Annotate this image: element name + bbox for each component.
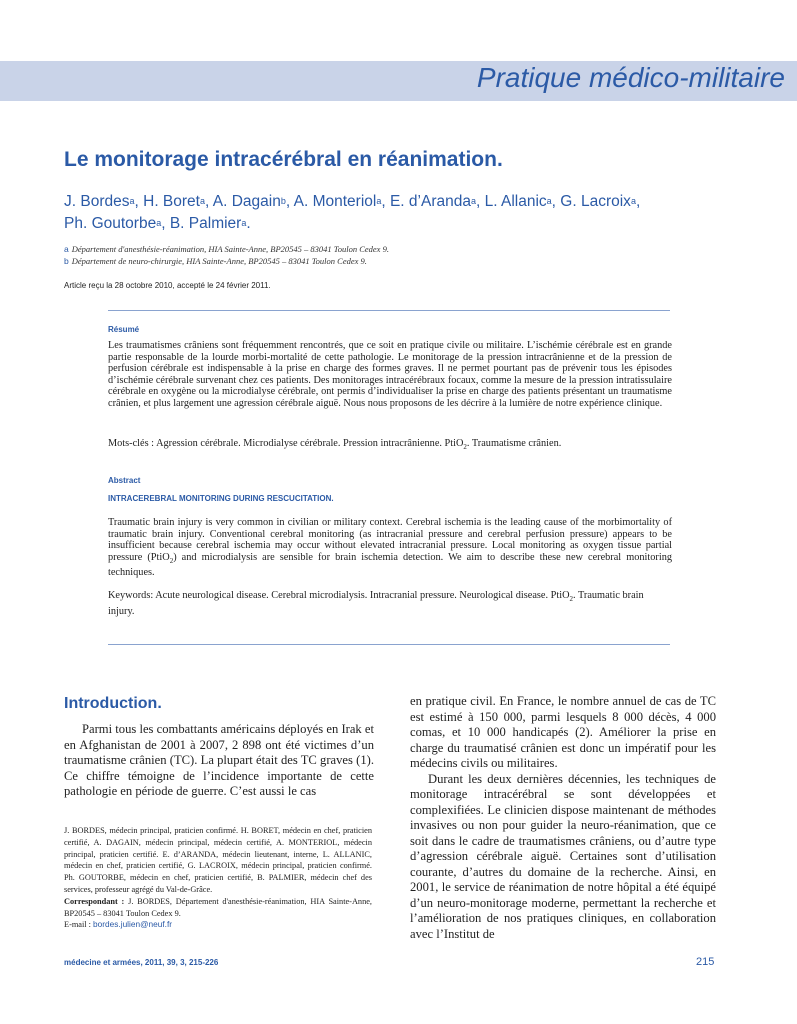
email-link[interactable]: bordes.julien@neuf.fr <box>93 919 173 930</box>
abstract-body: Traumatic brain injury is very common in civilian or military context. Cerebral ischemia is the leading cause of the morbimortality of traumatic brain injury. Conventional cerebral monitoring (as intracranial pressure and cerebral perfusion pressure) appears to be insufficient because cerebral ischemia may occur without elevated intracranial pressure. Local monitoring as oxygen tissue partial pressure (PtiO <box>108 517 672 563</box>
author-affiliation-mark: a <box>129 196 135 206</box>
affiliation-letter: a <box>64 244 69 254</box>
keywords-subscript: 2 <box>569 595 574 604</box>
keywords-end: . Traumatisme crânien. <box>466 438 562 449</box>
author-affiliation-mark: a <box>241 218 247 228</box>
resume-text: Les traumatismes crâniens sont fréquemment rencontrés, que ce soit en pratique civile ou militaire. L’ischémie cérébrale est en grande partie responsable de la lourde morbi-mortalité de cette pathologie. Le monitorage de la pression intracrânienne et de la pression de perfusion cérébrale est indispensable à la prise en charge des formes graves. Il ne permet pourtant pas de prévenir tous les épisodes d’ischémie cérébrale survenant chez ces patients. Des monitorages intracérébraux focaux, comme la mesure de la pression intratissulaire cérébrale en oxygène ou la microdialyse cérébrale, ont permis d’individualiser la prise en charge des patients présentant un traumatisme crânien, et plus largement une agression cérébrale aiguë. Nous nous proposons de les décrire à la lumière de notre expérience clinique. <box>108 340 672 409</box>
affiliation-text: Département de neuro-chirurgie, HIA Sainte-Anne, BP20545 – 83041 Toulon Cedex 9. <box>71 256 367 266</box>
keywords-label: Keywords: <box>108 590 154 601</box>
abstract-subscript: 2 <box>169 556 174 565</box>
correspondant-label: Correspondant : <box>64 896 125 906</box>
author-separator: , <box>381 193 390 210</box>
author-separator: , <box>285 193 294 210</box>
author-separator: , <box>161 215 170 232</box>
author-separator: , <box>134 193 144 210</box>
correspondant-text: J. BORDES, Département d'anesthésie-réanimation, HIA Sainte-Anne, BP20545 – 83041 Toulon Cedex 9. <box>64 896 372 918</box>
author-affiliation-mark: a <box>376 196 382 206</box>
author-footnote <box>64 825 372 931</box>
footnote-correspondant <box>64 896 372 920</box>
intro-paragraph: Durant les deux dernières décennies, les techniques de monitorage intracérébral se sont développées et complexifiées. Le clinicien dispose maintenant de méthodes invasives ou non pour guider la neuro-réanimation, que ce soit dans le cadre de traumatismes crâniens, ou d’autre type d’agression cérébrale aiguë. Certaines sont d’utilisation courante, d’autres du domaine de la recherche. Ainsi, en 2001, le service de réanimation de notre hôpital a été équipé d’un neuro-monitorage moderne, permettant la recherche et l’amélioration de nos pratiques cliniques, en collaboration avec l’Institut de <box>410 771 716 941</box>
author-affiliation-mark: a <box>630 196 636 206</box>
author-separator: , <box>475 193 485 210</box>
affiliation-text: Département d'anesthésie-réanimation, HIA Sainte-Anne, BP20545 – 83041 Toulon Cedex 9. <box>71 244 389 254</box>
author-separator: . <box>246 215 251 232</box>
author-affiliation-mark: a <box>546 196 552 206</box>
journal-citation: médecine et armées, 2011, 39, 3, 215-226 <box>64 958 219 967</box>
author-name: J. Bordes <box>64 193 130 210</box>
affiliation-letter: b <box>64 256 69 266</box>
abstract-body-end: ) and microdialysis are sensible for brain ischemia detection. We aim to describe these new cerebral monitoring techniques. <box>108 551 672 579</box>
author-name: A. Monteriol <box>293 193 377 210</box>
keywords-text: Acute neurological disease. Cerebral microdialysis. Intracranial pressure. Neurological disease. PtiO <box>155 590 570 601</box>
intro-column-right <box>410 694 716 942</box>
footnote-authors: J. BORDES, médecin principal, praticien confirmé. H. BORET, médecin en chef, praticien certifié, A. DAGAIN, médecin principal, médecin certifié, A. MONTERIOL, médecin principal, praticien certifié. E. d’ARANDA, médecin lieutenant, interne, L. ALLANIC, médecin en chef, praticien certifié, G. LACROIX, médecin principal, praticien confirmé. Ph. GOUTORBE, médecin en chef, praticien certifié, B. PALMIER, médecin chef des services, professeur agrégé du Val-de-Grâce. <box>64 826 372 894</box>
author-name: A. Dagain <box>212 193 281 210</box>
intro-column-left <box>64 722 374 800</box>
author-affiliation-mark: a <box>199 196 205 206</box>
affiliation-b <box>64 256 367 266</box>
abstract-keywords <box>108 590 672 617</box>
author-affiliation-mark: b <box>280 196 286 206</box>
page-number: 215 <box>696 956 715 968</box>
author-name: G. Lacroix <box>560 193 631 210</box>
introduction-heading: Introduction. <box>64 695 162 712</box>
divider-top <box>108 310 670 311</box>
author-list <box>64 191 744 235</box>
intro-paragraph: en pratique civil. En France, le nombre annuel de cas de TC est estimé à 150 000, parmi lesquels 8 000 décès, 4 000 comas, et 10 000 handicapés (2). Améliorer la prise en charge du traumatisé crânien est donc un impératif pour les médecins civils ou militaires. <box>410 694 716 770</box>
received-date: Article reçu la 28 octobre 2010, accepté le 24 février 2011. <box>64 281 271 290</box>
keywords-subscript: 2 <box>463 443 467 452</box>
keywords-text: Agression cérébrale. Microdialyse cérébrale. Pression intracrânienne. PtiO <box>156 438 464 449</box>
resume-keywords <box>108 438 672 454</box>
divider-bottom <box>108 644 670 645</box>
resume-heading: Résumé <box>108 325 140 334</box>
author-affiliation-mark: a <box>156 218 162 228</box>
keywords-label: Mots-clés : <box>108 438 155 449</box>
author-separator: , <box>635 193 641 210</box>
keywords-end: . Traumatic brain injury. <box>108 590 644 617</box>
affiliation-a <box>64 244 389 254</box>
author-name: H. Boret <box>143 193 200 210</box>
author-separator: , <box>551 193 561 210</box>
author-separator: , <box>205 193 213 210</box>
footnote-email <box>64 919 372 931</box>
author-affiliation-mark: a <box>470 196 476 206</box>
author-name: B. Palmier <box>169 215 242 232</box>
abstract-text <box>108 517 672 579</box>
article-title: Le monitorage intracérébral en réanimation. <box>64 148 503 171</box>
abstract-heading: Abstract <box>108 476 141 485</box>
abstract-title: INTRACEREBRAL MONITORING DURING RESCUCITATION. <box>108 494 334 503</box>
author-name: L. Allanic <box>484 193 547 210</box>
author-name: Ph. Goutorbe <box>64 215 157 232</box>
intro-paragraph: Parmi tous les combattants américains déployés en Irak et en Afghanistan de 2001 à 2007, 2 898 ont été victimes d’un traumatisme crânien (TC). La plupart était des TC graves (1). Ce chiffre témoigne de l’incidence importante de cette pathologie en période de guerre. C’est aussi le cas <box>64 722 374 798</box>
section-title: Pratique médico-militaire <box>476 62 785 93</box>
email-label: E-mail : <box>64 920 91 930</box>
author-name: E. d’Aranda <box>389 193 471 210</box>
